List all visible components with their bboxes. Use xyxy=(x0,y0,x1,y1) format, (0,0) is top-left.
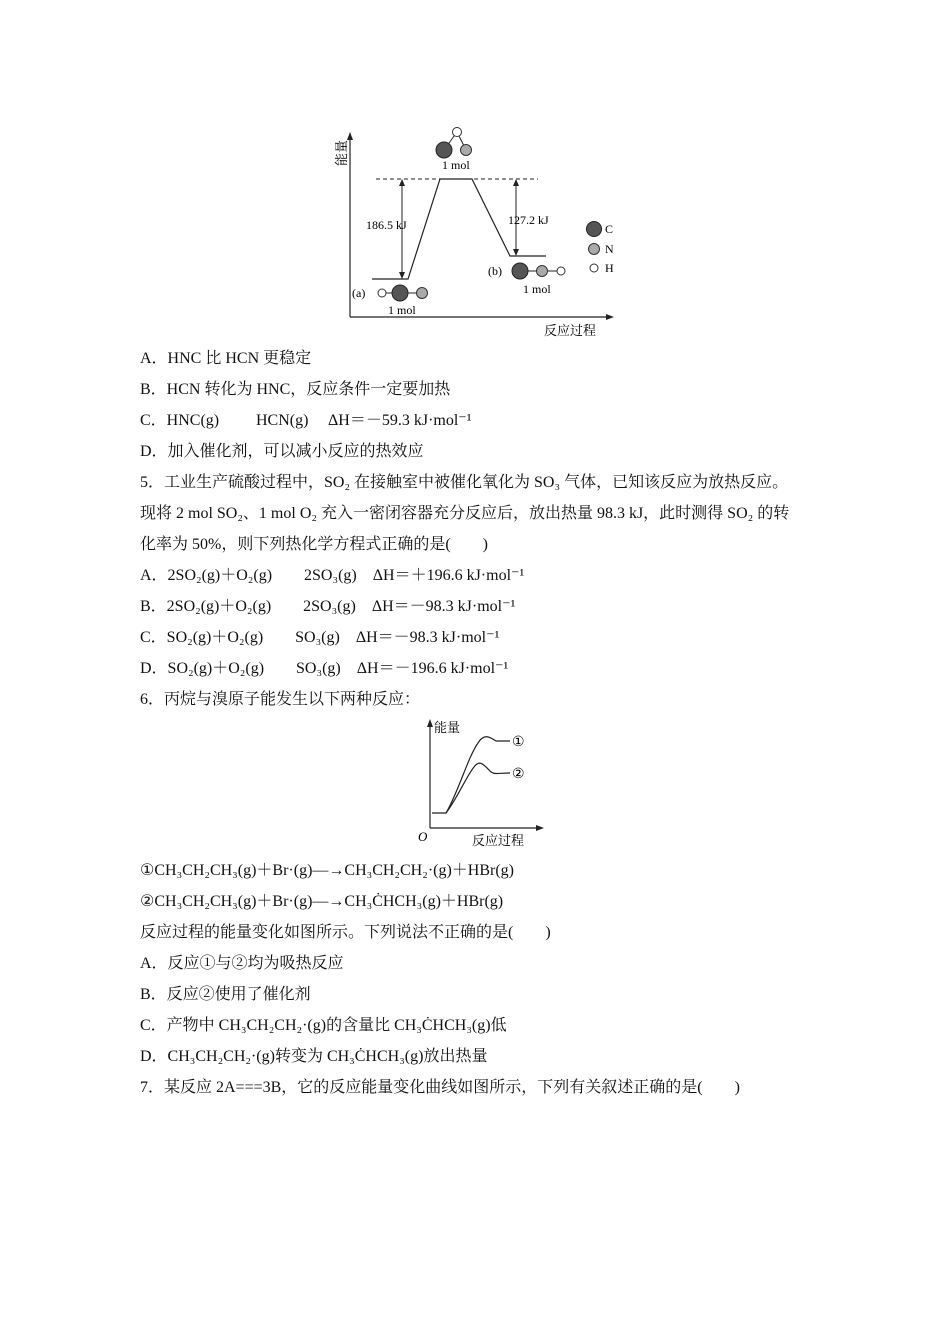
q5-stem-line3: 化率为 50%，则下列热化学方程式正确的是( ) xyxy=(140,536,488,553)
equilibrium-arrow-icon xyxy=(224,416,250,426)
q6-stem: 6．丙烷与溴原子能发生以下两种反应： xyxy=(140,691,421,708)
q4-option-b: B．HCN 转化为 HNC，反应条件一定要加热 xyxy=(140,381,451,398)
hcn-molecule xyxy=(512,263,565,279)
q6-option-d: D．CH₃CH₂CH₂·(g)转变为 CH₃ĊHCH₃(g)放出热量 xyxy=(140,1048,488,1065)
q4-option-d: D．加入催化剂，可以减小反应的热效应 xyxy=(140,443,424,460)
q4-option-c-product: HCN(g) xyxy=(256,412,309,429)
legend-c: C xyxy=(605,222,614,236)
q6-reaction-2: ②CH₃CH₂CH₃(g)＋Br·(g)—→CH₃ĊHCH₃(g)＋HBr(g) xyxy=(140,893,504,910)
q6-option-c: C．产物中 CH₃CH₂CH₂·(g)的含量比 CH₃ĊHCH₃(g)低 xyxy=(140,1017,507,1034)
q7-stem: 7．某反应 2A===3B，它的反应能量变化曲线如图所示，下列有关叙述正确的是( ) xyxy=(140,1079,740,1096)
q5-option-c: C．SO₂(g)＋O₂(g) SO₃(g) ΔH＝－98.3 kJ·mol⁻¹ xyxy=(140,629,500,646)
x-axis-label: 反应过程 xyxy=(544,323,597,338)
left-mol-label: 1 mol xyxy=(388,303,416,317)
energy-left-label: 186.5 kJ xyxy=(366,218,407,232)
curve-2 xyxy=(446,763,510,813)
q5-option-d: D．SO₂(g)＋O₂(g) SO₃(g) ΔH＝－196.6 kJ·mol⁻¹ xyxy=(140,660,509,677)
transition-molecule xyxy=(436,128,472,159)
q6-reaction-1: ①CH₃CH₂CH₃(g)＋Br·(g)—→CH₃CH₂CH₂·(g)＋HBr(g) xyxy=(140,862,515,879)
q5-stem-line2: 现将 2 mol SO₂、1 mol O₂ 充入一密闭容器充分反应后，放出热量 98.3 kJ，此时测得 SO₂ 的转 xyxy=(140,505,790,522)
hnc-molecule xyxy=(378,285,428,301)
hcn-energy-diagram xyxy=(320,120,630,345)
energy-right-label: 127.2 kJ xyxy=(508,213,549,227)
top-mol-label: 1 mol xyxy=(442,158,470,172)
legend-n-icon xyxy=(589,244,600,255)
right-label: (b) xyxy=(488,264,502,278)
q4-option-c-dh: ΔH＝－59.3 kJ·mol⁻¹ xyxy=(328,412,472,429)
q5-option-b: B．2SO₂(g)＋O₂(g) 2SO₃(g) ΔH＝－98.3 kJ·mol⁻¹ xyxy=(140,598,516,615)
q4-option-a: A．HNC 比 HCN 更稳定 xyxy=(140,350,312,367)
legend-h-icon xyxy=(590,264,598,272)
propane-energy-diagram xyxy=(410,715,545,850)
q4-option-c-label: C．HNC(g) xyxy=(140,412,220,429)
fig2-y-label: 能量 xyxy=(434,720,461,735)
legend-h: H xyxy=(605,261,614,275)
q5-option-a: A．2SO₂(g)＋O₂(g) 2SO₃(g) ΔH＝＋196.6 kJ·mol⁻¹ xyxy=(140,567,525,584)
curve-2-label: ② xyxy=(512,767,525,782)
right-mol-label: 1 mol xyxy=(523,282,551,296)
legend-c-icon xyxy=(587,222,602,237)
q5-stem-line1: 5．工业生产硫酸过程中，SO₂ 在接触室中被催化氧化为 SO₃ 气体，已知该反应为放热反应。 xyxy=(140,474,789,491)
legend-n: N xyxy=(605,242,614,256)
y-axis-label: 能量 xyxy=(334,139,349,166)
q6-option-b: B．反应②使用了催化剂 xyxy=(140,986,311,1003)
fig2-origin: O xyxy=(418,829,428,844)
q6-option-a: A．反应①与②均为吸热反应 xyxy=(140,955,344,972)
fig2-x-label: 反应过程 xyxy=(472,833,525,848)
left-label: (a) xyxy=(352,286,366,300)
q6-question: 反应过程的能量变化如图所示。下列说法不正确的是( ) xyxy=(140,924,551,941)
curve-1 xyxy=(432,737,510,813)
curve-1-label: ① xyxy=(512,735,525,750)
